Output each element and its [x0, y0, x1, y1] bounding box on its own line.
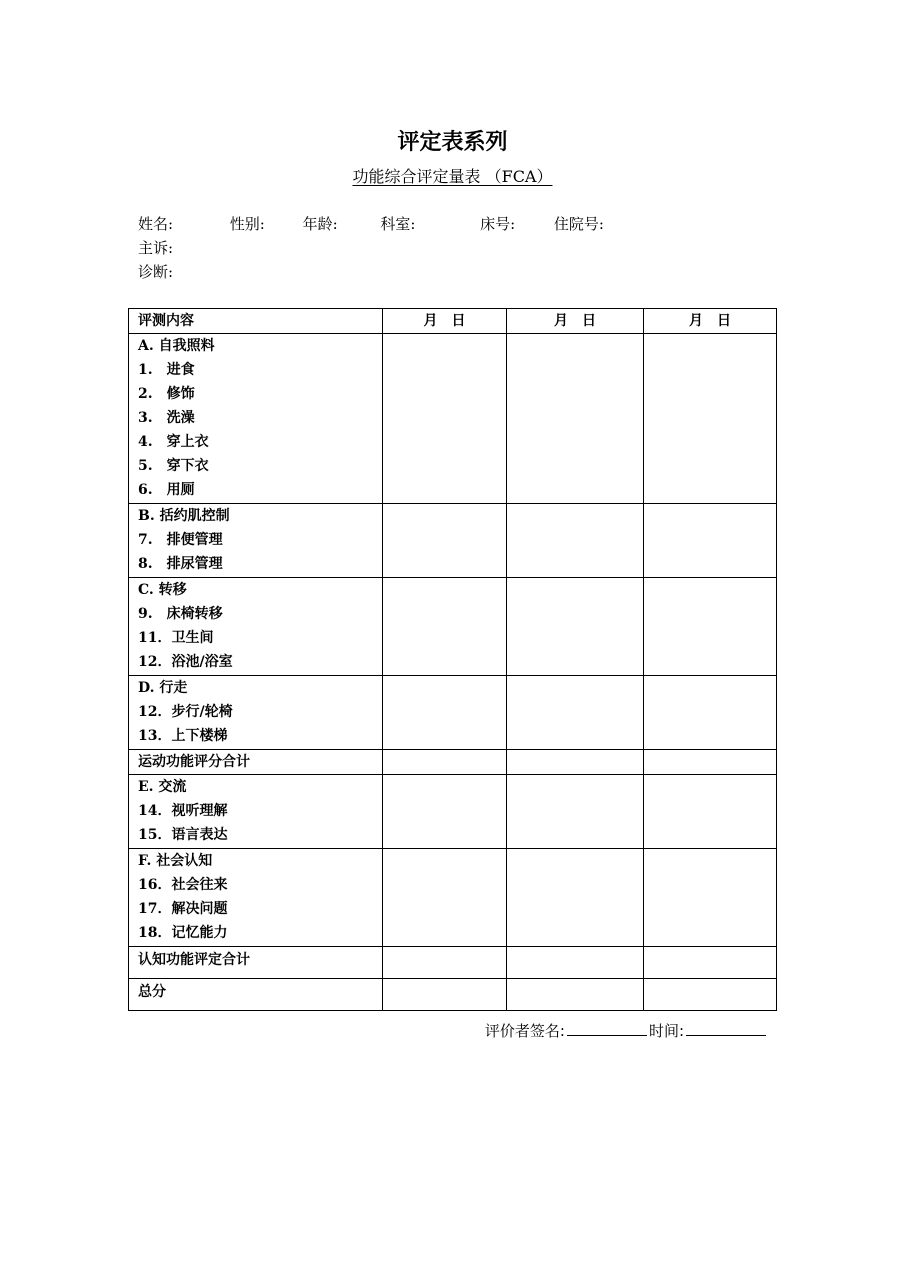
- score-cell[interactable]: [507, 676, 644, 750]
- item-label: 16．社会往来: [138, 877, 228, 893]
- document-title: 评定表系列: [397, 130, 508, 155]
- communication-items: [129, 775, 383, 849]
- score-cell[interactable]: [383, 775, 507, 849]
- department-label: 科室:: [380, 215, 416, 233]
- item-label: 14．视听理解: [138, 803, 228, 819]
- score-cell[interactable]: [383, 578, 507, 676]
- score-cell[interactable]: [644, 504, 777, 578]
- score-cell[interactable]: [644, 750, 777, 775]
- score-cell[interactable]: [507, 979, 644, 1011]
- score-cell[interactable]: [507, 750, 644, 775]
- admission-number-label: 住院号:: [553, 215, 604, 233]
- date-column-header-1: 月 日: [383, 309, 507, 334]
- group-heading: E. 交流: [138, 779, 187, 795]
- group-heading: B. 括约肌控制: [138, 508, 230, 524]
- group-heading: C. 转移: [138, 582, 187, 598]
- fca-score-table: [128, 308, 777, 1011]
- table-row-locomotion: [129, 676, 777, 750]
- sphincter-control-items: [129, 504, 383, 578]
- item-label: 12．浴池/浴室: [138, 654, 233, 670]
- item-label: 13．上下楼梯: [138, 728, 228, 744]
- gender-label: 性别:: [229, 215, 265, 233]
- score-cell[interactable]: [644, 947, 777, 979]
- item-label: 5. 穿下衣: [138, 458, 209, 474]
- item-label: 6. 用厕: [138, 482, 195, 498]
- document-subtitle: [0, 166, 905, 188]
- item-label: 2. 修饰: [138, 386, 195, 402]
- table-row-self-care: [129, 334, 777, 504]
- social-cognition-items: [129, 849, 383, 947]
- date-column-header-2: 月 日: [507, 309, 644, 334]
- score-cell[interactable]: [644, 578, 777, 676]
- patient-info-row: [138, 213, 604, 235]
- time-label: 时间:: [648, 1022, 684, 1040]
- item-label: 11．卫生间: [138, 630, 214, 646]
- item-label: 1. 进食: [138, 362, 195, 378]
- score-cell[interactable]: [383, 849, 507, 947]
- table-header-row: [129, 309, 777, 334]
- subtitle-text: 功能综合评定量表 （FCA）: [352, 167, 553, 186]
- item-label: 12．步行/轮椅: [138, 704, 233, 720]
- score-cell[interactable]: [383, 979, 507, 1011]
- item-label: 3. 洗澡: [138, 410, 195, 426]
- subtotal-label: 认知功能评定合计: [138, 952, 250, 968]
- score-cell[interactable]: [644, 775, 777, 849]
- content-column-header: 评测内容: [129, 309, 383, 334]
- item-label: 17．解决问题: [138, 901, 228, 917]
- score-cell[interactable]: [507, 775, 644, 849]
- score-cell[interactable]: [644, 334, 777, 504]
- item-label: 18．记忆能力: [138, 925, 228, 941]
- score-cell[interactable]: [383, 750, 507, 775]
- score-cell[interactable]: [507, 504, 644, 578]
- score-cell[interactable]: [644, 676, 777, 750]
- total-label: 总分: [138, 984, 166, 1000]
- evaluator-signature-label: 评价者签名:: [484, 1022, 565, 1040]
- cognitive-subtotal-label-cell: [129, 947, 383, 979]
- self-care-items: [129, 334, 383, 504]
- item-label: 7. 排便管理: [138, 532, 223, 548]
- score-cell[interactable]: [507, 849, 644, 947]
- subtotal-label: 运动功能评分合计: [138, 754, 250, 770]
- evaluator-signature-field[interactable]: [567, 1021, 647, 1036]
- total-label-cell: [129, 979, 383, 1011]
- item-label: 4. 穿上衣: [138, 434, 209, 450]
- score-cell[interactable]: [383, 947, 507, 979]
- score-cell[interactable]: [383, 504, 507, 578]
- group-heading: A. 自我照料: [138, 338, 215, 354]
- score-cell[interactable]: [507, 578, 644, 676]
- table-row-communication: [129, 775, 777, 849]
- date-column-header-3: 月 日: [644, 309, 777, 334]
- name-label: 姓名:: [138, 215, 174, 233]
- transfer-items: [129, 578, 383, 676]
- table-row-sphincter-control: [129, 504, 777, 578]
- item-label: 9. 床椅转移: [138, 606, 223, 622]
- motor-subtotal-label-cell: [129, 750, 383, 775]
- score-cell[interactable]: [507, 334, 644, 504]
- table-row-transfer: [129, 578, 777, 676]
- signature-line: [485, 1020, 768, 1042]
- table-row-cognitive-subtotal: [129, 947, 777, 979]
- score-cell[interactable]: [383, 676, 507, 750]
- score-cell[interactable]: [383, 334, 507, 504]
- score-cell[interactable]: [644, 849, 777, 947]
- table-row-total: [129, 979, 777, 1011]
- diagnosis-label: 诊断:: [138, 263, 174, 281]
- item-label: 8. 排尿管理: [138, 556, 223, 572]
- time-field[interactable]: [686, 1021, 766, 1036]
- score-cell[interactable]: [507, 947, 644, 979]
- group-heading: D. 行走: [138, 680, 188, 696]
- table-row-motor-subtotal: [129, 750, 777, 775]
- item-label: 15．语言表达: [138, 827, 228, 843]
- score-cell[interactable]: [644, 979, 777, 1011]
- table-row-social-cognition: [129, 849, 777, 947]
- group-heading: F. 社会认知: [138, 853, 213, 869]
- bed-label: 床号:: [480, 215, 516, 233]
- chief-complaint-label: 主诉:: [138, 239, 174, 257]
- age-label: 年龄:: [302, 215, 338, 233]
- locomotion-items: [129, 676, 383, 750]
